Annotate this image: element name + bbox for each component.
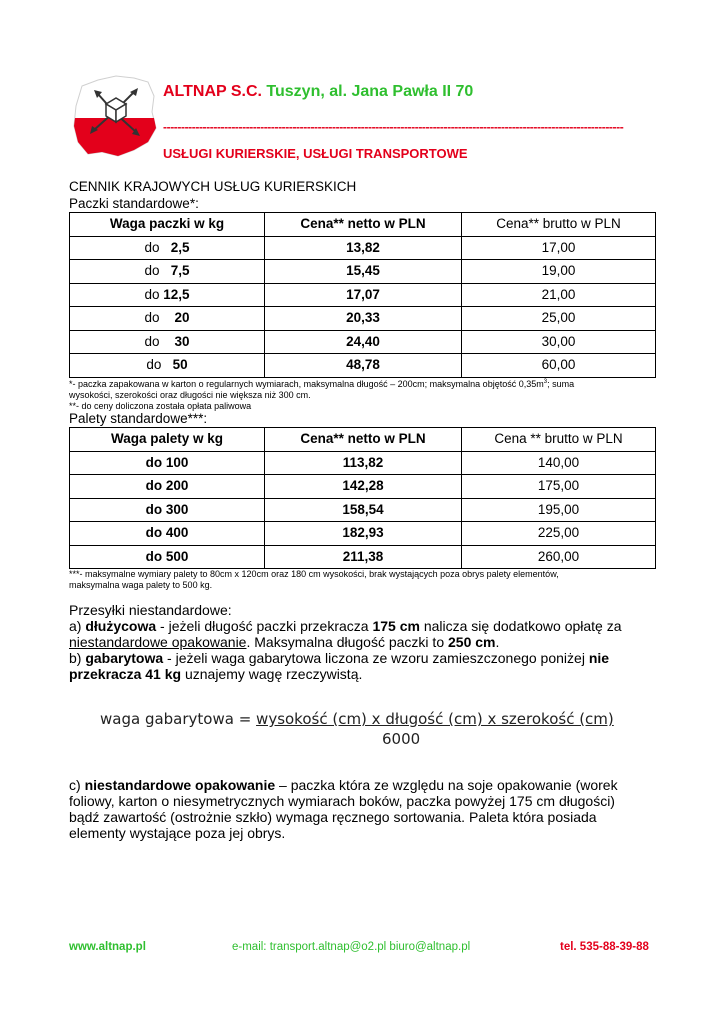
parcels-footnote bbox=[69, 377, 669, 412]
brutto-cell: 225,00 bbox=[462, 522, 656, 546]
netto-cell: 24,40 bbox=[265, 330, 462, 354]
weight-prefix: do bbox=[144, 310, 160, 326]
nonstandard-packaging-ref: niestandardowe opakowanie bbox=[69, 634, 247, 650]
table-header-cell: Waga paczki w kg bbox=[70, 213, 265, 237]
weight-cell: do 200 bbox=[70, 475, 265, 499]
table-row bbox=[70, 236, 656, 260]
footer-email[interactable]: e-mail: transport.altnap@o2.pl biuro@altnap.pl bbox=[232, 941, 471, 953]
pallets-table bbox=[69, 427, 656, 569]
table-row bbox=[70, 522, 656, 546]
netto-cell: 142,28 bbox=[265, 475, 462, 499]
brutto-cell: 19,00 bbox=[462, 260, 656, 284]
nonstandard-c-section bbox=[69, 777, 669, 841]
nonstandard-c-line3: bądź zawartość (ostrożnie szkło) wymaga ręcznego sortowania. Paleta która posiada bbox=[69, 809, 597, 825]
table-row bbox=[70, 354, 656, 378]
item-text: . Maksymalna długość paczki to bbox=[246, 634, 448, 650]
table-row bbox=[70, 330, 656, 354]
weight-value: 20 bbox=[174, 310, 190, 326]
price-list-title: CENNIK KRAJOWYCH USŁUG KURIERSKICH bbox=[69, 179, 357, 194]
dimensional-weight-formula bbox=[100, 710, 614, 748]
item-text: . bbox=[495, 634, 500, 650]
table-header-cell: Cena** brutto w PLN bbox=[462, 213, 656, 237]
footnote-text: *- paczka zapakowana w karton o regularnych wymiarach, maksymalna długość – 200cm; maksymalna objętość 0,35m bbox=[69, 379, 544, 389]
item-bold: przekracza 41 kg bbox=[69, 666, 182, 682]
netto-cell: 48,78 bbox=[265, 354, 462, 378]
brutto-cell: 17,00 bbox=[462, 236, 656, 260]
footer-website-link[interactable]: www.altnap.pl bbox=[69, 941, 146, 953]
pallets-footnote bbox=[69, 569, 669, 591]
nonstandard-heading: Przesyłki niestandardowe: bbox=[69, 602, 232, 618]
item-text: uznajemy wagę rzeczywistą. bbox=[181, 666, 363, 682]
table-header-cell: Waga palety w kg bbox=[70, 428, 265, 452]
weight-cell bbox=[70, 283, 265, 307]
item-text: - jeżeli waga gabarytowa liczona ze wzoru zamieszczonego poniżej bbox=[163, 650, 589, 666]
weight-cell: do 400 bbox=[70, 522, 265, 546]
table-header-cell: Cena** netto w PLN bbox=[265, 428, 462, 452]
pallets-caption: Palety standardowe***: bbox=[69, 411, 208, 426]
nonstandard-b-line1 bbox=[69, 650, 669, 666]
netto-cell: 17,07 bbox=[265, 283, 462, 307]
header-dash-line: -------------------------------------------------------------------------------------------------------------------------------- bbox=[163, 120, 624, 132]
weight-prefix: do bbox=[144, 239, 160, 255]
footnote-sup: 3 bbox=[543, 379, 548, 385]
weight-value: 12,5 bbox=[163, 286, 190, 302]
footnote-line: **- do ceny doliczona została opłata paliwowa bbox=[69, 401, 252, 411]
nonstandard-a-line1 bbox=[69, 618, 669, 634]
footnote-text: ; suma bbox=[547, 379, 575, 389]
weight-cell bbox=[70, 236, 265, 260]
item-bold: nie bbox=[588, 650, 610, 666]
weight-prefix: do bbox=[144, 263, 160, 279]
weight-cell bbox=[70, 330, 265, 354]
brutto-cell: 195,00 bbox=[462, 498, 656, 522]
nonstandard-a-line2 bbox=[69, 634, 669, 650]
table-row bbox=[70, 475, 656, 499]
item-text: - jeżeli długość paczki przekracza bbox=[156, 618, 373, 634]
item-bold: 175 cm bbox=[372, 618, 420, 634]
weight-cell: do 100 bbox=[70, 451, 265, 475]
brutto-cell: 140,00 bbox=[462, 451, 656, 475]
table-row bbox=[70, 260, 656, 284]
formula-line bbox=[100, 710, 614, 728]
services-line: USŁUGI KURIERSKIE, USŁUGI TRANSPORTOWE bbox=[163, 146, 468, 161]
parcels-table bbox=[69, 212, 656, 378]
brutto-cell: 60,00 bbox=[462, 354, 656, 378]
company-header bbox=[163, 83, 473, 101]
nonstandard-c-line2: foliowy, karton o niesymetrycznych wymiarach boków, paczka powyżej 175 cm długości) bbox=[69, 793, 615, 809]
footnote-line: ***- maksymalne wymiary palety to 80cm x 120cm oraz 180 cm wysokości, brak wystających poza obrys palety elementów, bbox=[69, 569, 559, 579]
item-bold: 250 cm bbox=[448, 634, 496, 650]
company-name: ALTNAP S.C. bbox=[163, 83, 262, 100]
company-address: Tuszyn, al. Jana Pawła II 70 bbox=[266, 83, 474, 100]
item-term: dłużycowa bbox=[85, 618, 157, 634]
item-prefix: c) bbox=[69, 777, 85, 793]
brutto-cell: 30,00 bbox=[462, 330, 656, 354]
weight-value: 2,5 bbox=[170, 239, 190, 255]
footnote-line: maksymalna waga palety to 500 kg. bbox=[69, 580, 213, 590]
nonstandard-c-line1 bbox=[69, 777, 669, 793]
weight-cell bbox=[70, 354, 265, 378]
brutto-cell: 21,00 bbox=[462, 283, 656, 307]
weight-prefix: do bbox=[144, 333, 160, 349]
weight-prefix: do bbox=[146, 357, 162, 373]
footer-phone: tel. 535-88-39-88 bbox=[560, 941, 649, 953]
item-term: gabarytowa bbox=[85, 650, 164, 666]
table-header-row bbox=[70, 213, 656, 237]
item-text: nalicza się dodatkowo opłatę za bbox=[419, 618, 622, 634]
parcels-caption: Paczki standardowe*: bbox=[69, 196, 199, 211]
table-header-cell: Cena** netto w PLN bbox=[265, 213, 462, 237]
table-header-cell: Cena ** brutto w PLN bbox=[462, 428, 656, 452]
weight-prefix: do bbox=[144, 286, 160, 302]
company-logo-icon bbox=[68, 72, 160, 160]
weight-cell: do 300 bbox=[70, 498, 265, 522]
formula-lhs: waga gabarytowa = bbox=[100, 710, 257, 728]
brutto-cell: 175,00 bbox=[462, 475, 656, 499]
item-text: – paczka która ze względu na soje opakowanie (worek bbox=[275, 777, 618, 793]
netto-cell: 15,45 bbox=[265, 260, 462, 284]
nonstandard-section bbox=[69, 602, 669, 682]
netto-cell: 13,82 bbox=[265, 236, 462, 260]
weight-cell: do 500 bbox=[70, 545, 265, 569]
footnote-line bbox=[69, 377, 669, 390]
netto-cell: 20,33 bbox=[265, 307, 462, 331]
item-term: niestandardowe opakowanie bbox=[84, 777, 276, 793]
table-row bbox=[70, 307, 656, 331]
weight-value: 50 bbox=[172, 357, 188, 373]
nonstandard-b-line2 bbox=[69, 666, 669, 682]
brutto-cell: 260,00 bbox=[462, 545, 656, 569]
nonstandard-c-line4: elementy wystające poza jej obrys. bbox=[69, 825, 286, 841]
brutto-cell: 25,00 bbox=[462, 307, 656, 331]
netto-cell: 182,93 bbox=[265, 522, 462, 546]
netto-cell: 113,82 bbox=[265, 451, 462, 475]
formula-denominator: 6000 bbox=[382, 730, 421, 748]
weight-value: 7,5 bbox=[170, 263, 190, 279]
footnote-line: wysokości, szerokości oraz długości nie większa niż 300 cm. bbox=[69, 390, 311, 400]
netto-cell: 158,54 bbox=[265, 498, 462, 522]
netto-cell: 211,38 bbox=[265, 545, 462, 569]
table-header-row bbox=[70, 428, 656, 452]
formula-numerator: wysokość (cm) x długość (cm) x szerokość (cm) bbox=[256, 710, 614, 728]
weight-value: 30 bbox=[174, 333, 190, 349]
item-prefix: b) bbox=[69, 650, 86, 666]
table-row bbox=[70, 545, 656, 569]
item-prefix: a) bbox=[69, 618, 86, 634]
table-row bbox=[70, 451, 656, 475]
table-row bbox=[70, 283, 656, 307]
weight-cell bbox=[70, 260, 265, 284]
weight-cell bbox=[70, 307, 265, 331]
table-row bbox=[70, 498, 656, 522]
